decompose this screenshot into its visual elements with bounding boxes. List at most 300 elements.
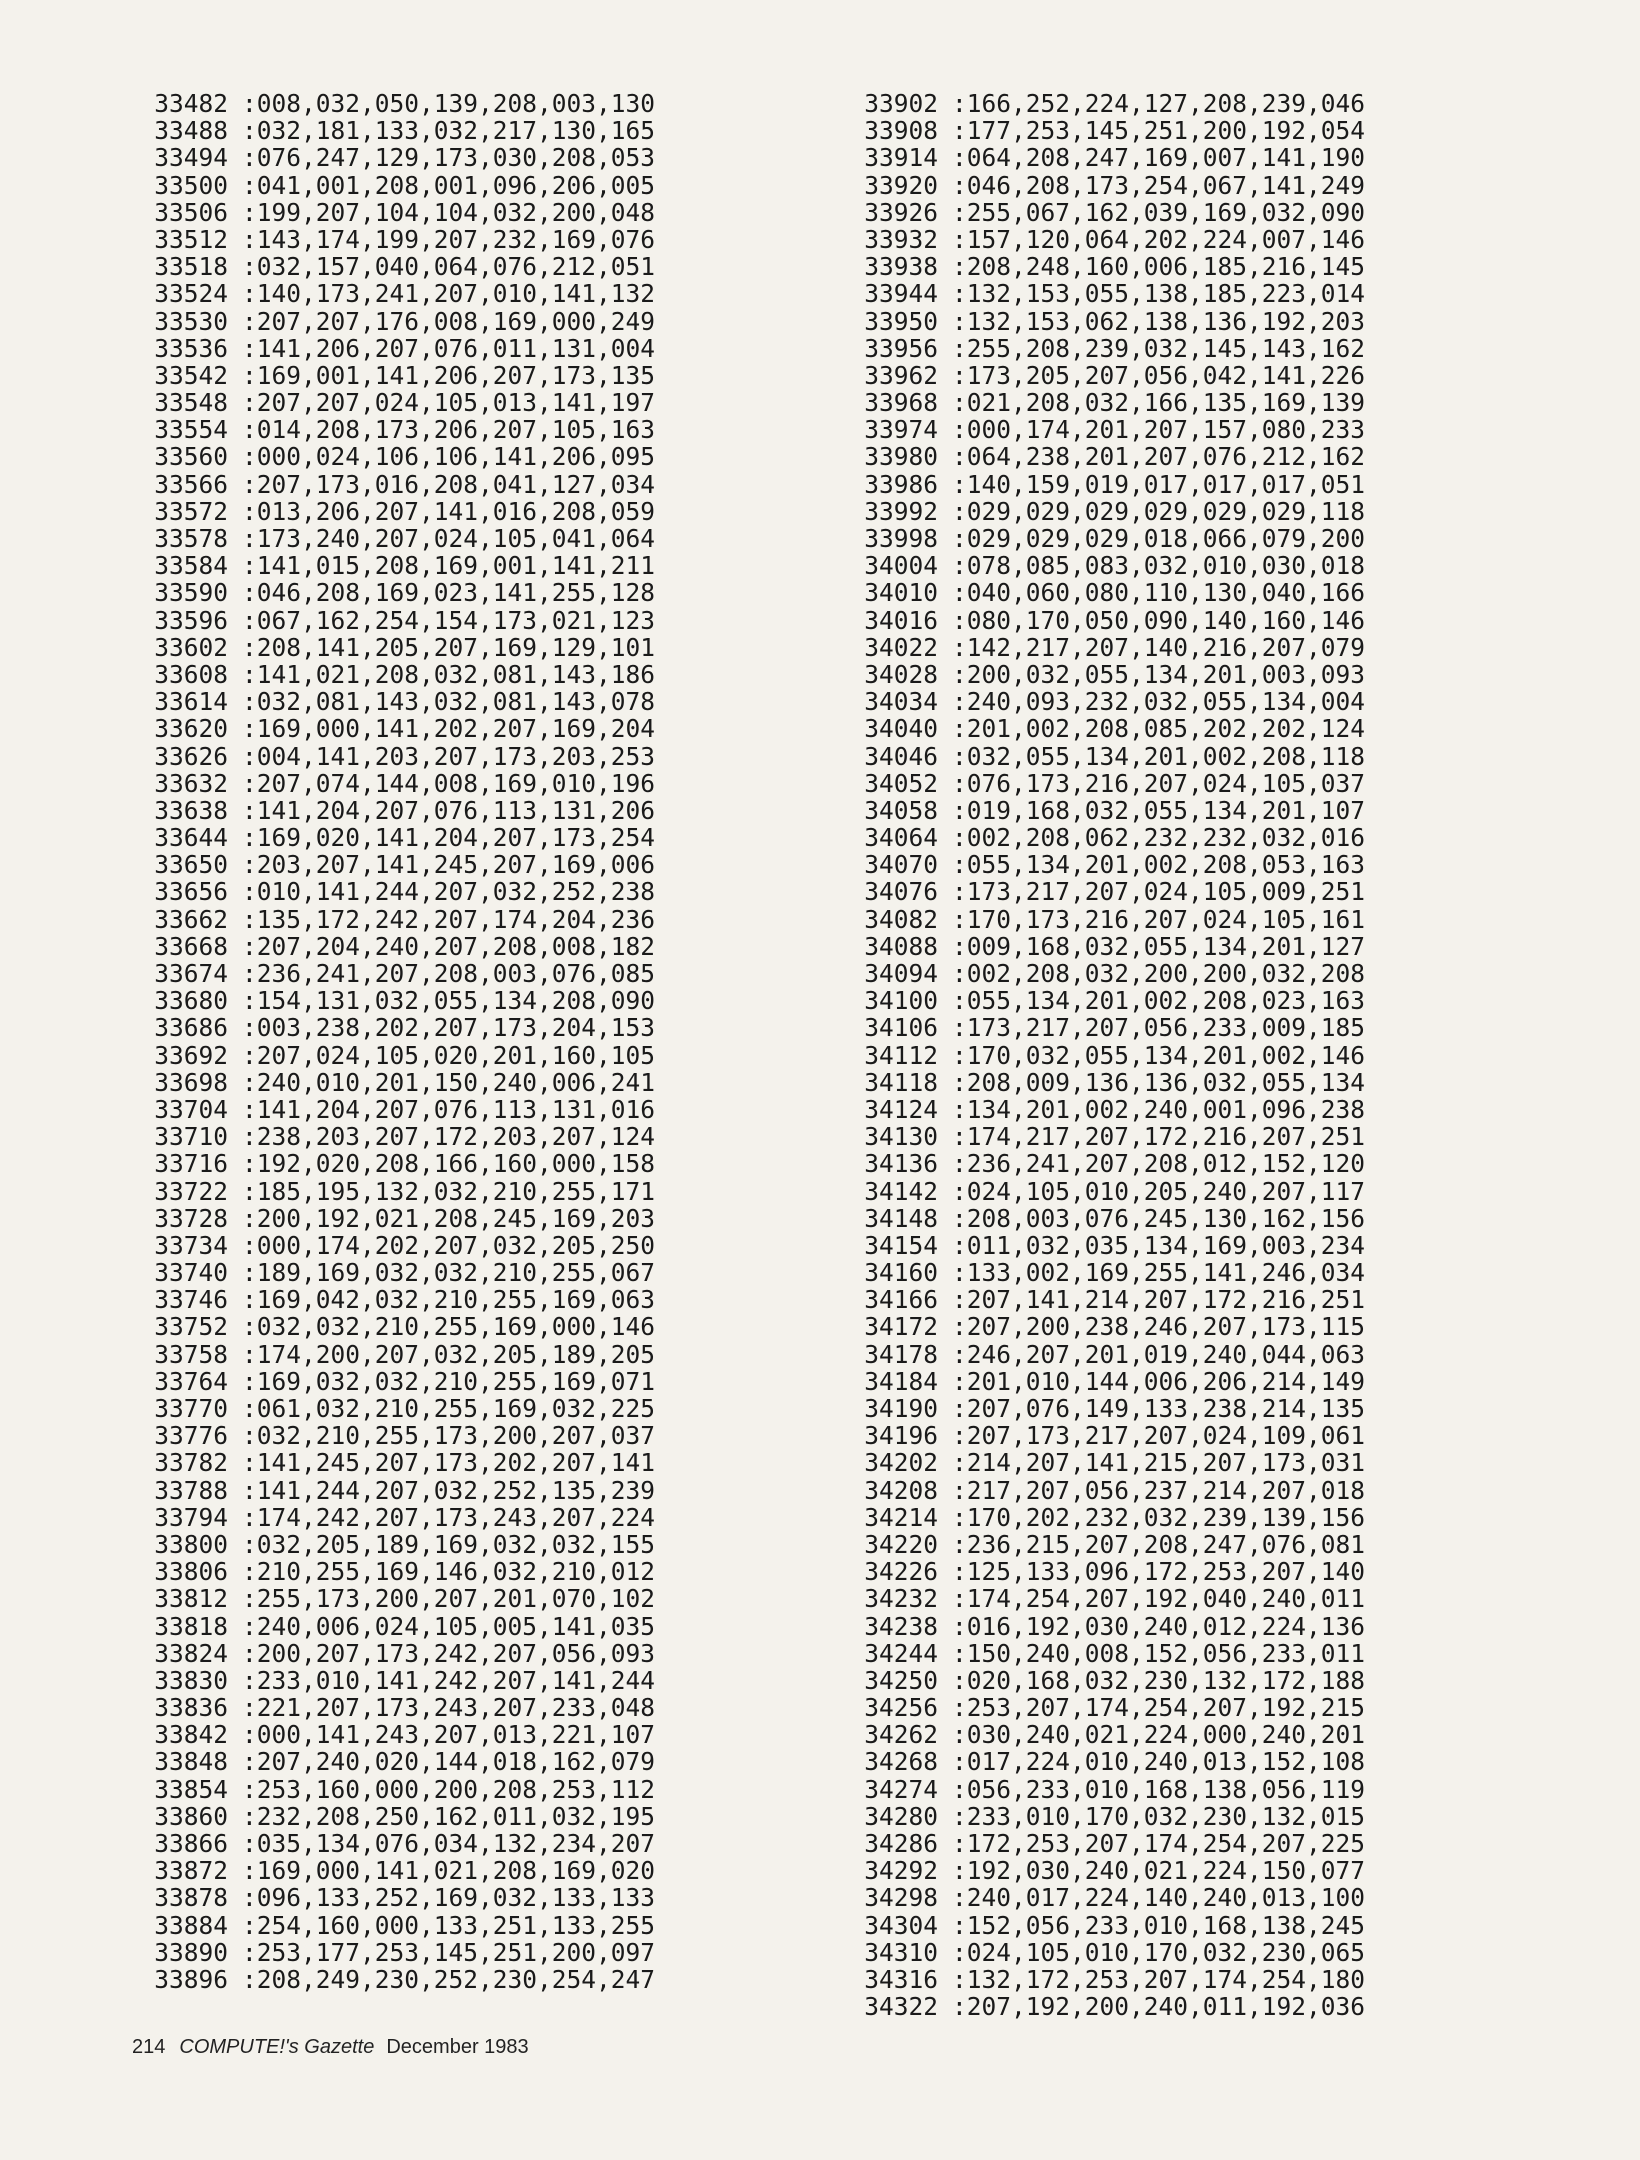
line-data: :207,207,176,008,169,000,249 xyxy=(242,306,656,336)
line-data: :254,160,000,133,251,133,255 xyxy=(242,1910,656,1940)
line-address: 33890 xyxy=(154,1937,228,1967)
line-data: :174,254,207,192,040,240,011 xyxy=(952,1584,1366,1614)
listing-row xyxy=(842,199,1365,226)
listing-row xyxy=(132,933,655,960)
line-address: 33866 xyxy=(154,1829,228,1858)
listing-row xyxy=(842,253,1365,280)
line-data: :207,207,024,105,013,141,197 xyxy=(242,388,656,418)
line-data: :255,067,162,039,169,032,090 xyxy=(952,197,1366,227)
line-address: 34022 xyxy=(864,632,938,662)
listing-row xyxy=(842,471,1365,498)
line-data: :172,253,207,174,254,207,225 xyxy=(952,1829,1366,1858)
line-data: :166,252,224,127,208,239,046 xyxy=(952,89,1366,118)
listing-row xyxy=(842,172,1365,199)
line-address: 33572 xyxy=(154,496,228,526)
line-address: 33794 xyxy=(154,1502,228,1532)
line-address: 34310 xyxy=(864,1937,938,1967)
line-data: :003,238,202,207,173,204,153 xyxy=(242,1013,656,1043)
line-address: 34118 xyxy=(864,1067,938,1097)
line-data: :170,173,216,207,024,105,161 xyxy=(952,904,1366,934)
listing-row xyxy=(132,308,655,335)
line-data: :189,169,032,032,210,255,067 xyxy=(242,1258,656,1288)
listing-row xyxy=(842,416,1365,443)
listing-row xyxy=(132,280,655,307)
line-address: 34262 xyxy=(864,1720,938,1750)
line-data: :002,208,032,200,200,032,208 xyxy=(952,959,1366,988)
line-data: :233,010,141,242,207,141,244 xyxy=(242,1665,656,1695)
line-address: 33908 xyxy=(864,116,938,146)
line-address: 33896 xyxy=(154,1964,228,1994)
line-address: 33974 xyxy=(864,415,938,445)
listing-row xyxy=(842,1721,1365,1748)
line-data: :199,207,104,104,032,200,048 xyxy=(242,197,656,227)
line-data: :208,249,230,252,230,254,247 xyxy=(242,1964,656,1994)
line-address: 34136 xyxy=(864,1149,938,1179)
line-data: :207,024,105,020,201,160,105 xyxy=(242,1040,656,1070)
line-address: 33878 xyxy=(154,1883,228,1913)
line-address: 33950 xyxy=(864,306,938,336)
line-data: :200,207,173,242,207,056,093 xyxy=(242,1638,656,1668)
listing-row xyxy=(842,1313,1365,1340)
listing-row xyxy=(132,607,655,634)
line-data: :169,042,032,210,255,169,063 xyxy=(242,1285,656,1315)
line-address: 34046 xyxy=(864,741,938,771)
line-data: :192,030,240,021,224,150,077 xyxy=(952,1856,1366,1886)
line-address: 33854 xyxy=(154,1774,228,1804)
line-data: :067,162,254,154,173,021,123 xyxy=(242,605,656,635)
line-data: :032,081,143,032,081,143,078 xyxy=(242,687,656,717)
line-data: :132,153,055,138,185,223,014 xyxy=(952,279,1366,309)
line-address: 33872 xyxy=(154,1856,228,1886)
line-address: 34322 xyxy=(864,1992,938,2022)
line-data: :169,000,141,202,207,169,204 xyxy=(242,714,656,744)
line-address: 33650 xyxy=(154,850,228,880)
page-number: 214 xyxy=(132,2036,166,2058)
line-data: :029,029,029,029,029,029,118 xyxy=(952,496,1366,526)
line-address: 34232 xyxy=(864,1584,938,1614)
line-address: 33836 xyxy=(154,1693,228,1723)
line-data: :240,010,201,150,240,006,241 xyxy=(242,1067,656,1097)
line-data: :014,208,173,206,207,105,163 xyxy=(242,415,656,445)
line-address: 33938 xyxy=(864,252,938,282)
line-data: :170,202,232,032,239,139,156 xyxy=(952,1502,1366,1532)
line-address: 33842 xyxy=(154,1720,228,1750)
listing-row xyxy=(842,1368,1365,1395)
listing-row xyxy=(132,1748,655,1775)
listing-row xyxy=(842,1912,1365,1939)
line-data: :207,192,200,240,011,192,036 xyxy=(952,1992,1366,2022)
line-address: 33632 xyxy=(154,768,228,798)
listing-row xyxy=(842,661,1365,688)
line-address: 33554 xyxy=(154,415,228,445)
listing-row xyxy=(132,1313,655,1340)
line-data: :055,134,201,002,208,053,163 xyxy=(952,850,1366,880)
line-address: 34238 xyxy=(864,1611,938,1641)
line-address: 34274 xyxy=(864,1774,938,1804)
line-address: 33668 xyxy=(154,931,228,961)
line-address: 33914 xyxy=(864,143,938,173)
line-data: :041,001,208,001,096,206,005 xyxy=(242,170,656,200)
listing-row xyxy=(842,1748,1365,1775)
line-data: :174,200,207,032,205,189,205 xyxy=(242,1339,656,1369)
line-data: :253,177,253,145,251,200,097 xyxy=(242,1937,656,1967)
listing-row xyxy=(132,688,655,715)
listing-row xyxy=(132,1667,655,1694)
line-address: 34094 xyxy=(864,959,938,988)
listing-row xyxy=(842,1178,1365,1205)
line-address: 33488 xyxy=(154,116,228,146)
listing-row xyxy=(132,1205,655,1232)
line-address: 34280 xyxy=(864,1801,938,1831)
line-address: 34184 xyxy=(864,1366,938,1396)
line-data: :140,159,019,017,017,017,051 xyxy=(952,469,1366,499)
listing-row xyxy=(842,1096,1365,1123)
line-address: 34040 xyxy=(864,714,938,744)
listing-row xyxy=(132,1449,655,1476)
line-address: 34076 xyxy=(864,877,938,907)
line-address: 33728 xyxy=(154,1203,228,1233)
listing-row xyxy=(842,1042,1365,1069)
line-address: 34142 xyxy=(864,1176,938,1206)
listing-row xyxy=(132,1613,655,1640)
line-data: :141,204,207,076,113,131,206 xyxy=(242,795,656,825)
line-data: :253,207,174,254,207,192,215 xyxy=(952,1693,1366,1723)
line-data: :032,205,189,169,032,032,155 xyxy=(242,1529,656,1559)
line-address: 33584 xyxy=(154,551,228,581)
line-address: 33566 xyxy=(154,469,228,499)
line-data: :203,207,141,245,207,169,006 xyxy=(242,850,656,880)
line-address: 33776 xyxy=(154,1421,228,1451)
listing-row xyxy=(132,661,655,688)
listing-row xyxy=(132,552,655,579)
line-data: :207,074,144,008,169,010,196 xyxy=(242,768,656,798)
line-data: :240,006,024,105,005,141,035 xyxy=(242,1611,656,1641)
line-data: :236,241,207,208,003,076,085 xyxy=(242,959,656,988)
listing-row xyxy=(132,471,655,498)
line-address: 33920 xyxy=(864,170,938,200)
line-address: 34172 xyxy=(864,1312,938,1342)
listing-row xyxy=(132,1694,655,1721)
line-address: 34250 xyxy=(864,1665,938,1695)
line-address: 33812 xyxy=(154,1584,228,1614)
listing-row xyxy=(132,1422,655,1449)
line-data: :253,160,000,200,208,253,112 xyxy=(242,1774,656,1804)
line-data: :076,247,129,173,030,208,053 xyxy=(242,143,656,173)
line-address: 33626 xyxy=(154,741,228,771)
line-data: :236,215,207,208,247,076,081 xyxy=(952,1529,1366,1559)
listing-row xyxy=(132,199,655,226)
line-data: :233,010,170,032,230,132,015 xyxy=(952,1801,1366,1831)
listing-row xyxy=(842,1422,1365,1449)
line-data: :013,206,207,141,016,208,059 xyxy=(242,496,656,526)
listing-row xyxy=(132,1069,655,1096)
line-address: 34112 xyxy=(864,1040,938,1070)
line-address: 34064 xyxy=(864,823,938,853)
line-data: :140,173,241,207,010,141,132 xyxy=(242,279,656,309)
line-data: :000,174,201,207,157,080,233 xyxy=(952,415,1366,445)
page-footer xyxy=(132,2036,529,2059)
line-address: 33698 xyxy=(154,1067,228,1097)
line-address: 33482 xyxy=(154,89,228,118)
line-address: 33614 xyxy=(154,687,228,717)
line-address: 33524 xyxy=(154,279,228,309)
line-data: :207,173,016,208,041,127,034 xyxy=(242,469,656,499)
listing-row xyxy=(132,1912,655,1939)
line-data: :173,217,207,056,233,009,185 xyxy=(952,1013,1366,1043)
listing-row xyxy=(132,1531,655,1558)
line-address: 33722 xyxy=(154,1176,228,1206)
listing-row xyxy=(132,1232,655,1259)
listing-row xyxy=(842,1341,1365,1368)
line-data: :141,244,207,032,252,135,239 xyxy=(242,1475,656,1505)
listing-row xyxy=(842,335,1365,362)
listing-row xyxy=(842,362,1365,389)
listing-row xyxy=(842,280,1365,307)
line-data: :169,001,141,206,207,173,135 xyxy=(242,360,656,390)
line-data: :032,157,040,064,076,212,051 xyxy=(242,252,656,282)
listing-row xyxy=(132,1042,655,1069)
listing-row xyxy=(842,144,1365,171)
listing-row xyxy=(132,1504,655,1531)
listing-row xyxy=(132,1368,655,1395)
line-data: :008,032,050,139,208,003,130 xyxy=(242,89,656,118)
listing-column-left xyxy=(132,90,655,1993)
line-data: :217,207,056,237,214,207,018 xyxy=(952,1475,1366,1505)
listing-row xyxy=(132,579,655,606)
line-data: :076,173,216,207,024,105,037 xyxy=(952,768,1366,798)
line-data: :169,020,141,204,207,173,254 xyxy=(242,823,656,853)
listing-row xyxy=(842,1640,1365,1667)
line-data: :238,203,207,172,203,207,124 xyxy=(242,1122,656,1152)
line-data: :061,032,210,255,169,032,225 xyxy=(242,1394,656,1423)
line-address: 33512 xyxy=(154,224,228,254)
magazine-title: COMPUTE!'s Gazette xyxy=(179,2036,375,2058)
listing-row xyxy=(132,1477,655,1504)
line-address: 33608 xyxy=(154,659,228,689)
listing-column-right xyxy=(842,90,1365,2020)
line-address: 33680 xyxy=(154,986,228,1016)
line-address: 33848 xyxy=(154,1747,228,1777)
line-address: 33548 xyxy=(154,388,228,418)
line-data: :240,017,224,140,240,013,100 xyxy=(952,1883,1366,1913)
line-address: 34028 xyxy=(864,659,938,689)
line-data: :078,085,083,032,010,030,018 xyxy=(952,551,1366,581)
listing-row xyxy=(842,1966,1365,1993)
line-address: 34004 xyxy=(864,551,938,581)
line-address: 33860 xyxy=(154,1801,228,1831)
listing-row xyxy=(842,1477,1365,1504)
line-address: 33656 xyxy=(154,877,228,907)
listing-row xyxy=(132,1884,655,1911)
line-address: 33962 xyxy=(864,360,938,390)
line-data: :096,133,252,169,032,133,133 xyxy=(242,1883,656,1913)
listing-row xyxy=(842,1014,1365,1041)
listing-row xyxy=(842,1939,1365,1966)
listing-row xyxy=(842,987,1365,1014)
listing-row xyxy=(132,987,655,1014)
listing-row xyxy=(842,443,1365,470)
listing-row xyxy=(132,1966,655,1993)
line-data: :185,195,132,032,210,255,171 xyxy=(242,1176,656,1206)
listing-row xyxy=(132,226,655,253)
listing-row xyxy=(132,1395,655,1422)
line-data: :002,208,062,232,232,032,016 xyxy=(952,823,1366,853)
line-address: 34202 xyxy=(864,1448,938,1478)
line-address: 34154 xyxy=(864,1230,938,1260)
line-address: 34124 xyxy=(864,1094,938,1124)
line-data: :064,208,247,169,007,141,190 xyxy=(952,143,1366,173)
listing-row xyxy=(132,1014,655,1041)
line-address: 33494 xyxy=(154,143,228,173)
line-address: 34268 xyxy=(864,1747,938,1777)
line-data: :141,021,208,032,081,143,186 xyxy=(242,659,656,689)
listing-row xyxy=(842,1857,1365,1884)
listing-row xyxy=(842,878,1365,905)
listing-row xyxy=(132,362,655,389)
line-data: :173,217,207,024,105,009,251 xyxy=(952,877,1366,907)
line-data: :152,056,233,010,168,138,245 xyxy=(952,1910,1366,1940)
listing-row xyxy=(132,416,655,443)
line-data: :141,245,207,173,202,207,141 xyxy=(242,1448,656,1478)
line-data: :214,207,141,215,207,173,031 xyxy=(952,1448,1366,1478)
listing-row xyxy=(842,1830,1365,1857)
line-data: :170,032,055,134,201,002,146 xyxy=(952,1040,1366,1070)
listing-row xyxy=(842,389,1365,416)
line-address: 34058 xyxy=(864,795,938,825)
line-address: 34256 xyxy=(864,1693,938,1723)
line-address: 34052 xyxy=(864,768,938,798)
line-address: 34148 xyxy=(864,1203,938,1233)
listing-row xyxy=(132,1585,655,1612)
listing-row xyxy=(842,1286,1365,1313)
line-address: 33752 xyxy=(154,1312,228,1342)
listing-row xyxy=(132,172,655,199)
listing-row xyxy=(842,579,1365,606)
line-address: 33902 xyxy=(864,89,938,118)
line-data: :232,208,250,162,011,032,195 xyxy=(242,1801,656,1831)
line-address: 34304 xyxy=(864,1910,938,1940)
line-address: 33806 xyxy=(154,1557,228,1587)
line-data: :032,032,210,255,169,000,146 xyxy=(242,1312,656,1342)
listing-row xyxy=(842,1776,1365,1803)
line-address: 34010 xyxy=(864,578,938,608)
listing-row xyxy=(132,715,655,742)
listing-row xyxy=(842,770,1365,797)
listing-row xyxy=(842,308,1365,335)
listing-row xyxy=(842,715,1365,742)
line-address: 33968 xyxy=(864,388,938,418)
line-address: 34286 xyxy=(864,1829,938,1858)
line-address: 33746 xyxy=(154,1285,228,1315)
listing-row xyxy=(132,253,655,280)
line-data: :142,217,207,140,216,207,079 xyxy=(952,632,1366,662)
line-address: 34166 xyxy=(864,1285,938,1315)
line-address: 34220 xyxy=(864,1529,938,1559)
line-address: 34190 xyxy=(864,1394,938,1423)
line-address: 33992 xyxy=(864,496,938,526)
line-data: :141,204,207,076,113,131,016 xyxy=(242,1094,656,1124)
line-address: 33692 xyxy=(154,1040,228,1070)
line-address: 33998 xyxy=(864,524,938,553)
listing-row xyxy=(842,933,1365,960)
line-data: :207,240,020,144,018,162,079 xyxy=(242,1747,656,1777)
line-data: :207,204,240,207,208,008,182 xyxy=(242,931,656,961)
line-data: :169,032,032,210,255,169,071 xyxy=(242,1366,656,1396)
line-address: 34106 xyxy=(864,1013,938,1043)
listing-row xyxy=(132,1286,655,1313)
listing-row xyxy=(132,498,655,525)
listing-row xyxy=(132,1150,655,1177)
line-address: 34316 xyxy=(864,1964,938,1994)
line-address: 34082 xyxy=(864,904,938,934)
line-data: :208,141,205,207,169,129,101 xyxy=(242,632,656,662)
line-data: :024,105,010,170,032,230,065 xyxy=(952,1937,1366,1967)
line-address: 33800 xyxy=(154,1529,228,1559)
line-data: :056,233,010,168,138,056,119 xyxy=(952,1774,1366,1804)
line-address: 33536 xyxy=(154,333,228,363)
line-data: :125,133,096,172,253,207,140 xyxy=(952,1557,1366,1587)
line-data: :192,020,208,166,160,000,158 xyxy=(242,1149,656,1179)
line-address: 34160 xyxy=(864,1258,938,1288)
line-data: :208,003,076,245,130,162,156 xyxy=(952,1203,1366,1233)
line-address: 33716 xyxy=(154,1149,228,1179)
line-data: :157,120,064,202,224,007,146 xyxy=(952,224,1366,254)
line-data: :240,093,232,032,055,134,004 xyxy=(952,687,1366,717)
line-data: :255,208,239,032,145,143,162 xyxy=(952,333,1366,363)
listing-row xyxy=(132,1341,655,1368)
line-address: 33758 xyxy=(154,1339,228,1369)
line-address: 33662 xyxy=(154,904,228,934)
line-data: :200,192,021,208,245,169,203 xyxy=(242,1203,656,1233)
line-data: :154,131,032,055,134,208,090 xyxy=(242,986,656,1016)
listing-row xyxy=(842,1884,1365,1911)
line-address: 33518 xyxy=(154,252,228,282)
listing-row xyxy=(842,1694,1365,1721)
line-data: :200,032,055,134,201,003,093 xyxy=(952,659,1366,689)
line-address: 33764 xyxy=(154,1366,228,1396)
listing-row xyxy=(842,498,1365,525)
listing-row xyxy=(132,851,655,878)
line-data: :208,248,160,006,185,216,145 xyxy=(952,252,1366,282)
listing-row xyxy=(842,607,1365,634)
listing-row xyxy=(842,824,1365,851)
listing-row xyxy=(132,1558,655,1585)
line-data: :221,207,173,243,207,233,048 xyxy=(242,1693,656,1723)
line-data: :201,010,144,006,206,214,149 xyxy=(952,1366,1366,1396)
line-data: :169,000,141,021,208,169,020 xyxy=(242,1856,656,1886)
line-data: :132,153,062,138,136,192,203 xyxy=(952,306,1366,336)
line-data: :064,238,201,207,076,212,162 xyxy=(952,442,1366,472)
listing-row xyxy=(132,1096,655,1123)
listing-row xyxy=(842,688,1365,715)
line-data: :000,174,202,207,032,205,250 xyxy=(242,1230,656,1260)
line-address: 33638 xyxy=(154,795,228,825)
line-address: 33818 xyxy=(154,1611,228,1641)
line-data: :133,002,169,255,141,246,034 xyxy=(952,1258,1366,1288)
line-data: :020,168,032,230,132,172,188 xyxy=(952,1665,1366,1695)
line-address: 33884 xyxy=(154,1910,228,1940)
line-data: :000,024,106,106,141,206,095 xyxy=(242,442,656,472)
listing-row xyxy=(132,770,655,797)
line-data: :177,253,145,251,200,192,054 xyxy=(952,116,1366,146)
listing-row xyxy=(132,1640,655,1667)
line-address: 33620 xyxy=(154,714,228,744)
line-data: :141,015,208,169,001,141,211 xyxy=(242,551,656,581)
line-data: :207,141,214,207,172,216,251 xyxy=(952,1285,1366,1315)
listing-row xyxy=(132,1123,655,1150)
line-data: :032,210,255,173,200,207,037 xyxy=(242,1421,656,1451)
line-address: 34292 xyxy=(864,1856,938,1886)
